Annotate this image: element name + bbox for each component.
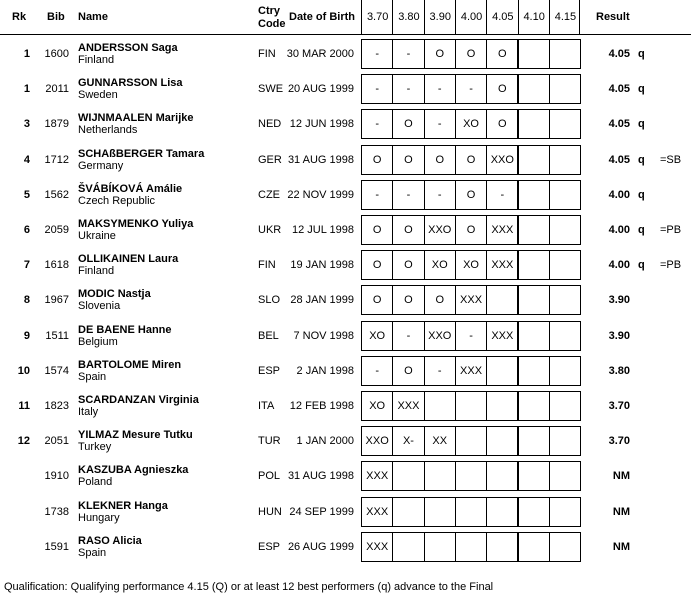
attempt-box [518, 109, 550, 139]
attempt-box: XXX [486, 321, 518, 351]
attempt-box: XXX [486, 250, 518, 280]
header-bib: Bib [47, 11, 65, 23]
attempt-box: XXX [455, 356, 487, 386]
result-cell: NM [612, 505, 630, 518]
athlete-name: BARTOLOME Miren [78, 358, 182, 371]
attempt-box: XXO [424, 321, 456, 351]
attempt-box: O [486, 39, 518, 69]
country-name: Poland [78, 476, 113, 489]
attempt-box [486, 356, 518, 386]
attempt-box [549, 285, 581, 315]
athlete-name: SCARDANZAN Virginia [78, 394, 199, 406]
attempt-box [455, 497, 487, 527]
attempt-box [455, 461, 487, 491]
country-name: Spain [78, 546, 107, 559]
height-label: 4.05 [492, 11, 514, 23]
rank-cell: 5 [23, 188, 30, 201]
country-name: Turkey [78, 441, 112, 454]
attempt-box: O [392, 109, 424, 139]
attempt-box: - [424, 180, 456, 210]
attempt-box [455, 532, 487, 562]
athlete-name: WIJNMAALEN Marijke [78, 112, 194, 125]
attempt-box: O [424, 39, 456, 69]
attempt-box [518, 74, 550, 104]
attempt-box [486, 497, 518, 527]
country-code: SWE [258, 83, 284, 96]
attempt-box: O [424, 145, 456, 175]
country-name: Slovenia [78, 300, 121, 313]
bib-cell: 2051 [44, 435, 69, 448]
attempt-box: - [361, 356, 393, 386]
athlete-name: DE BAENE Hanne [78, 323, 172, 336]
table-row [0, 388, 691, 423]
country-code: FIN [258, 259, 276, 272]
athlete-name: YILMAZ Mesure Tutku [78, 429, 193, 442]
header-country-1: Ctry [258, 5, 281, 17]
athlete-name: SCHAßBERGER Tamara [78, 147, 205, 160]
bib-cell: 1712 [44, 153, 69, 166]
table-row [0, 142, 691, 177]
country-code: FIN [258, 48, 276, 60]
attempt-box: - [486, 180, 518, 210]
result-cell: 3.70 [608, 400, 630, 412]
attempt-box [518, 39, 550, 69]
date-of-birth: 7 NOV 1998 [293, 329, 354, 342]
rank-cell: 9 [23, 329, 30, 342]
height-column-4 [455, 0, 486, 34]
height-label: 4.00 [460, 11, 483, 23]
table-header [0, 0, 691, 34]
country-name: Ukraine [78, 230, 116, 242]
result-cell: 3.80 [608, 364, 630, 377]
attempt-box: XXX [486, 215, 518, 245]
attempt-box: O [455, 215, 487, 245]
header-rank: Rk [12, 11, 27, 23]
country-code: SLO [258, 294, 281, 307]
rank-cell: 3 [23, 118, 30, 131]
rank-cell: 8 [23, 294, 30, 307]
country-code: CZE [258, 188, 280, 201]
date-of-birth: 1 JAN 2000 [296, 435, 354, 448]
attempt-box [455, 426, 487, 456]
attempt-box: O [424, 285, 456, 315]
attempt-box [549, 39, 581, 69]
rank-cell: 1 [23, 48, 30, 60]
table-row [0, 318, 691, 353]
attempt-box [392, 461, 424, 491]
bib-cell: 2059 [44, 224, 69, 236]
attempt-box: XO [361, 391, 393, 421]
date-of-birth: 12 JUN 1998 [289, 118, 354, 131]
country-name: Italy [78, 406, 99, 418]
qualification-note: Qualification: Qualifying performance 4.15 (Q) or at least 12 best performers (q) advance to the Final [4, 581, 494, 593]
attempt-box [424, 391, 456, 421]
attempt-box [549, 250, 581, 280]
attempt-box [549, 497, 581, 527]
country-name: Czech Republic [78, 194, 156, 207]
date-of-birth: 12 FEB 1998 [289, 400, 354, 412]
attempt-box: - [455, 74, 487, 104]
attempt-box: O [486, 74, 518, 104]
qualifier: q [638, 188, 645, 201]
attempt-box [549, 391, 581, 421]
qualifier: q [638, 118, 645, 131]
height-label: 3.70 [366, 11, 389, 23]
qualifier: q [638, 48, 645, 60]
header-dob: Date of Birth [289, 11, 355, 23]
attempt-box [486, 532, 518, 562]
table-row [0, 353, 691, 388]
height-column-2 [392, 0, 423, 34]
attempt-box [392, 532, 424, 562]
attempt-box [424, 532, 456, 562]
height-column-1 [361, 0, 392, 34]
attempt-box [518, 532, 550, 562]
country-name: Netherlands [78, 124, 138, 137]
qualifier: q [638, 153, 645, 166]
qualifier: q [638, 259, 645, 272]
bib-cell: 1967 [44, 294, 69, 307]
attempt-box: XXO [486, 145, 518, 175]
attempt-box: O [361, 215, 393, 245]
attempt-box [518, 180, 550, 210]
attempt-box [518, 426, 550, 456]
attempt-box: - [424, 74, 456, 104]
country-name: Germany [78, 159, 124, 172]
result-cell: 4.05 [608, 118, 630, 131]
attempt-box [549, 321, 581, 351]
attempt-box [424, 497, 456, 527]
rank-cell: 10 [17, 364, 30, 377]
table-row [0, 177, 691, 212]
country-name: Spain [78, 370, 107, 383]
result-cell: 4.00 [608, 224, 630, 236]
bib-cell: 1879 [44, 118, 69, 131]
result-cell: 3.90 [608, 294, 630, 307]
result-cell: 4.05 [608, 83, 630, 96]
height-column-3 [424, 0, 455, 34]
record-note: =SB [660, 153, 682, 166]
attempt-box [549, 356, 581, 386]
table-row [0, 106, 691, 141]
header-result: Result [596, 11, 630, 23]
country-code: ITA [258, 400, 275, 412]
attempt-box: O [361, 145, 393, 175]
attempt-box: XXX [361, 532, 393, 562]
attempt-box: O [455, 39, 487, 69]
attempt-box: XXX [361, 497, 393, 527]
country-code: UKR [258, 224, 282, 236]
country-code: NED [258, 118, 282, 131]
attempt-box: O [392, 250, 424, 280]
bib-cell: 1910 [44, 470, 69, 483]
attempt-box: XXO [424, 215, 456, 245]
bib-cell: 1562 [44, 188, 69, 201]
rank-cell: 12 [17, 435, 30, 448]
attempt-box: - [392, 74, 424, 104]
attempt-box: O [486, 109, 518, 139]
attempt-box [549, 215, 581, 245]
height-column-7 [549, 0, 580, 34]
result-cell: 4.05 [608, 48, 630, 60]
country-name: Finland [78, 265, 115, 278]
attempt-box: - [455, 321, 487, 351]
attempt-box: O [392, 285, 424, 315]
attempt-box [518, 215, 550, 245]
country-code: HUN [258, 505, 282, 518]
height-label: 3.80 [398, 11, 420, 23]
attempt-box: - [361, 180, 393, 210]
date-of-birth: 26 AUG 1999 [287, 540, 354, 553]
attempt-box: XX [424, 426, 456, 456]
attempt-box: - [392, 180, 424, 210]
attempt-box: XXX [392, 391, 424, 421]
attempt-box: - [361, 39, 393, 69]
attempt-box: - [361, 74, 393, 104]
country-code: POL [258, 470, 281, 483]
attempt-box: XXO [361, 426, 393, 456]
attempt-box: O [361, 250, 393, 280]
bib-cell: 1511 [45, 329, 69, 342]
attempt-box [518, 497, 550, 527]
result-cell: 3.70 [608, 435, 630, 448]
attempt-box [518, 285, 550, 315]
attempt-box: XXX [361, 461, 393, 491]
athlete-name: ŠVÁBÍKOVÁ Amálie [78, 182, 183, 195]
attempt-box [486, 285, 518, 315]
bib-cell: 1738 [44, 505, 69, 518]
table-row [0, 423, 691, 458]
attempt-box [518, 145, 550, 175]
date-of-birth: 30 MAR 2000 [286, 48, 354, 60]
attempt-box [549, 109, 581, 139]
attempt-box: O [361, 285, 393, 315]
table-row [0, 247, 691, 282]
height-column-5 [486, 0, 517, 34]
attempt-box [518, 250, 550, 280]
date-of-birth: 24 SEP 1999 [289, 505, 354, 518]
country-code: ESP [258, 540, 281, 553]
table-row [0, 458, 691, 493]
athlete-name: KASZUBA Agnieszka [78, 464, 189, 477]
header-divider [0, 34, 691, 35]
attempt-box [392, 497, 424, 527]
attempt-box [549, 145, 581, 175]
attempt-box [486, 461, 518, 491]
attempt-box: XO [455, 250, 487, 280]
bib-cell: 1823 [44, 400, 69, 412]
date-of-birth: 12 JUL 1998 [292, 224, 354, 236]
result-cell: 4.00 [608, 259, 630, 272]
table-row [0, 282, 691, 317]
attempt-box: XO [424, 250, 456, 280]
bib-cell: 2011 [45, 83, 69, 96]
date-of-birth: 31 AUG 1998 [287, 153, 354, 166]
athlete-name: RASO Alicia [78, 534, 142, 547]
table-row [0, 529, 691, 564]
bib-cell: 1600 [44, 48, 69, 60]
height-label: 4.15 [554, 11, 577, 23]
result-cell: NM [612, 540, 630, 553]
attempt-box: - [424, 356, 456, 386]
attempt-box: X- [392, 426, 424, 456]
bib-cell: 1618 [44, 259, 69, 272]
attempt-box [549, 461, 581, 491]
height-column-6 [518, 0, 549, 34]
attempt-box [518, 391, 550, 421]
attempt-box [518, 321, 550, 351]
table-row [0, 494, 691, 529]
attempt-box: O [392, 145, 424, 175]
country-name: Hungary [78, 511, 120, 524]
result-cell: 3.90 [608, 329, 630, 342]
record-note: =PB [660, 259, 682, 272]
athlete-name: KLEKNER Hanga [78, 499, 168, 512]
rank-cell: 1 [23, 83, 30, 96]
attempt-box [486, 391, 518, 421]
rank-cell: 6 [23, 224, 30, 236]
date-of-birth: 31 AUG 1998 [287, 470, 354, 483]
attempt-box: XO [361, 321, 393, 351]
rank-cell: 4 [23, 153, 30, 166]
attempt-box [549, 180, 581, 210]
attempt-box: - [361, 109, 393, 139]
attempt-box: - [424, 109, 456, 139]
attempt-box [486, 426, 518, 456]
date-of-birth: 20 AUG 1999 [287, 83, 354, 96]
result-cell: 4.00 [608, 188, 630, 201]
qualifier: q [638, 224, 645, 236]
athlete-name: GUNNARSSON Lisa [78, 77, 183, 90]
attempt-box: O [455, 145, 487, 175]
attempt-box: O [392, 215, 424, 245]
attempt-box [455, 391, 487, 421]
athlete-name: MAKSYMENKO Yuliya [78, 218, 194, 230]
date-of-birth: 28 JAN 1999 [290, 294, 354, 307]
bib-cell: 1574 [44, 364, 69, 377]
date-of-birth: 2 JAN 1998 [296, 364, 354, 377]
country-name: Sweden [78, 89, 118, 102]
header-name: Name [78, 11, 108, 23]
date-of-birth: 19 JAN 1998 [290, 259, 354, 272]
country-code: TUR [258, 435, 281, 448]
athlete-name: OLLIKAINEN Laura [78, 253, 179, 266]
record-note: =PB [660, 224, 682, 236]
athlete-name: ANDERSSON Saga [78, 42, 178, 54]
qualifier: q [638, 83, 645, 96]
attempt-box [549, 532, 581, 562]
athlete-name: MODIC Nastja [78, 288, 151, 301]
height-label: 4.10 [523, 11, 545, 23]
attempt-box [424, 461, 456, 491]
table-row [0, 212, 691, 247]
country-code: ESP [258, 364, 281, 377]
country-code: BEL [258, 329, 279, 342]
bib-cell: 1591 [44, 540, 69, 553]
rank-cell: 11 [18, 400, 30, 412]
country-code: GER [258, 153, 282, 166]
table-row [0, 71, 691, 106]
country-name: Belgium [78, 335, 118, 348]
attempt-box: - [392, 39, 424, 69]
attempt-box: - [392, 321, 424, 351]
table-row [0, 36, 691, 71]
header-country-2: Code [258, 18, 286, 30]
result-cell: NM [612, 470, 630, 483]
attempt-box: XO [455, 109, 487, 139]
attempt-box: O [392, 356, 424, 386]
attempt-box [549, 74, 581, 104]
rank-cell: 7 [23, 259, 30, 272]
attempt-box [518, 461, 550, 491]
height-label: 3.90 [429, 11, 451, 23]
attempt-box [518, 356, 550, 386]
country-name: Finland [78, 54, 115, 66]
attempt-box: XXX [455, 285, 487, 315]
date-of-birth: 22 NOV 1999 [287, 188, 354, 201]
attempt-box: O [455, 180, 487, 210]
result-cell: 4.05 [608, 153, 630, 166]
attempt-box [549, 426, 581, 456]
